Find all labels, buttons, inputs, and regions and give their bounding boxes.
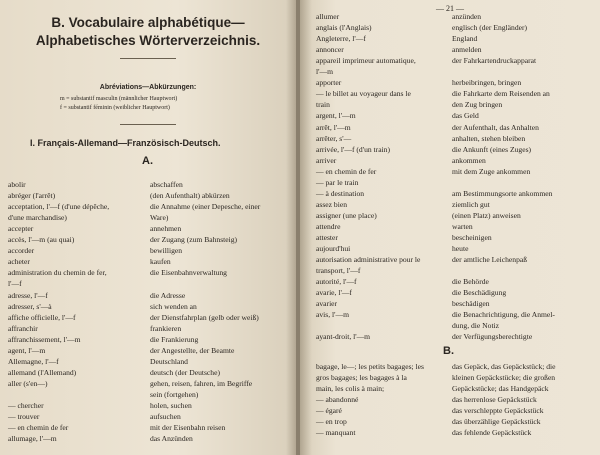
german-term: warten <box>452 221 473 231</box>
german-term: am Bestimmungsorte ankommen <box>452 188 553 198</box>
french-term: aujourd'hui <box>316 244 351 254</box>
french-term: anglais (l'Anglais) <box>316 23 372 33</box>
french-term: arrivée, l'—f (d'un train) <box>316 144 391 154</box>
page-title-line1: B. Vocabulaire alphabétique— <box>51 15 245 30</box>
french-term: acceptation, l'—f (d'une dépêche, <box>8 202 110 212</box>
french-term: arrêter, s'— <box>316 133 352 143</box>
german-term: die Behörde <box>452 277 489 287</box>
french-term: main, les colis à main; <box>316 384 385 394</box>
french-term: — en chemin de fer <box>8 423 69 433</box>
abbreviations-heading: Abréviations—Abkürzungen: <box>99 84 197 91</box>
french-term: avarie, l'—f <box>316 288 352 298</box>
german-term: das überzählige Gepäckstück <box>452 417 541 427</box>
french-term: attendre <box>316 221 341 231</box>
french-term: — manquant <box>316 428 356 438</box>
german-term: der Verfügungsberechtigte <box>452 332 533 342</box>
page-number: — 21 — <box>436 4 464 13</box>
french-term: adresser, s'—à <box>8 301 52 311</box>
french-term: l'—m <box>316 67 333 77</box>
french-term: accepter <box>8 224 34 234</box>
french-term: affiche officielle, l'—f <box>8 312 76 322</box>
german-term: ankommen <box>452 155 486 165</box>
german-term: mit der Eisenbahn reisen <box>150 423 226 433</box>
french-term: attester <box>316 233 338 242</box>
french-term: argent, l'—m <box>316 111 356 121</box>
german-term: dung, die Notiz <box>452 321 500 331</box>
french-term: — abandonné <box>316 395 359 405</box>
german-term: Deutschland <box>150 356 188 366</box>
french-term: train <box>316 100 330 110</box>
german-term: annehmen <box>150 224 182 234</box>
german-term: der Aufenthalt, das Anhalten <box>452 122 539 132</box>
german-term: sein (fortgehen) <box>150 389 199 399</box>
french-term: acheter <box>8 257 30 267</box>
german-term: anmelden <box>452 45 482 55</box>
french-term: transport, l'—f <box>316 266 361 276</box>
letter-heading-b: B. <box>443 345 454 357</box>
french-term: — en trop <box>316 417 347 427</box>
french-term: affranchissement, l'—m <box>8 334 81 344</box>
french-term: bagage, le—; les petits bagages; les <box>316 362 424 371</box>
french-term: assigner (une place) <box>316 210 377 220</box>
german-term: mit dem Zuge ankommen <box>452 166 531 176</box>
german-term: die Benachrichtigung, die Anmel- <box>452 310 555 320</box>
french-term: — par le train <box>316 177 359 187</box>
german-term: die Adresse <box>150 290 186 300</box>
left-page <box>0 0 296 455</box>
french-term: — le billet au voyageur dans le <box>316 89 411 99</box>
french-term: — chercher <box>8 401 44 410</box>
german-term: holen, suchen <box>150 401 192 410</box>
german-term: kaufen <box>150 257 171 267</box>
german-term: das Gepäck, das Gepäckstück; die <box>452 362 556 371</box>
german-term: die Annahme (einer Depesche, einer <box>150 202 261 212</box>
french-term: accorder <box>8 246 35 256</box>
german-term: Gepäckstücke; das Handgepäck <box>452 384 549 394</box>
german-term: sich wenden an <box>150 301 197 311</box>
letter-heading-a: A. <box>142 155 153 167</box>
german-term: aufsuchen <box>150 412 181 422</box>
french-term: allemand (l'Allemand) <box>8 367 77 377</box>
french-term: aller (s'en—) <box>8 378 48 388</box>
gutter-shadow-right <box>300 0 312 455</box>
german-term: der Fahrkartendruckapparat <box>452 56 537 66</box>
french-term: autorisation administrative pour le <box>316 255 421 265</box>
french-term: autorité, l'—f <box>316 277 357 287</box>
german-term: bewilligen <box>150 246 183 256</box>
french-term: — égaré <box>316 406 342 416</box>
german-term: England <box>452 34 478 44</box>
abbreviation-feminine: f = substantif féminin (weiblicher Hauptwort) <box>60 105 170 111</box>
german-term: heute <box>452 244 469 254</box>
german-term: Ware) <box>150 213 169 223</box>
german-term: anzünden <box>452 12 482 21</box>
french-term: Angleterre, l'—f <box>316 34 366 44</box>
german-term: englisch (der Engländer) <box>452 23 528 33</box>
german-term: das herrenlose Gepäckstück <box>452 395 537 405</box>
german-term: bescheinigen <box>452 233 492 242</box>
german-term: die Frankierung <box>150 334 199 344</box>
section-heading: I. Français-Allemand—Französisch-Deutsch. <box>30 138 221 148</box>
french-term: arriver <box>316 155 337 165</box>
abbreviation-masculine: m = substantif masculin (männlicher Hauptwort) <box>60 96 178 102</box>
german-term: das verschleppte Gepäckstück <box>452 406 544 416</box>
german-term: die Eisenbahnverwaltung <box>150 268 227 278</box>
german-term: das Geld <box>452 111 479 121</box>
french-term: adresse, l'—f <box>8 290 48 300</box>
german-term: die Ankunft (eines Zuges) <box>452 144 532 154</box>
french-term: annoncer <box>316 45 344 55</box>
french-term: allumage, l'—m <box>8 434 57 444</box>
german-term: gehen, reisen, fahren, im Begriffe <box>150 378 253 388</box>
german-term: der Dienstfahrplan (gelb oder weiß) <box>150 312 259 322</box>
french-term: allumer <box>316 12 340 21</box>
german-term: den Zug bringen <box>452 100 503 110</box>
french-term: accès, l'—m (au quai) <box>8 235 75 245</box>
german-term: anhalten, stehen bleiben <box>452 133 526 143</box>
french-term: — trouver <box>8 412 40 422</box>
german-term: (den Aufenthalt) abkürzen <box>150 191 230 201</box>
french-term: — en chemin de fer <box>316 166 377 176</box>
german-term: die Fahrkarte dem Reisenden an <box>452 89 550 99</box>
gutter-shadow-left <box>286 0 296 455</box>
french-term: apporter <box>316 78 342 88</box>
french-term: ayant-droit, l'—m <box>316 332 371 342</box>
german-term: der Angestellte, der Beamte <box>150 345 235 355</box>
french-term: assez bien <box>316 199 347 209</box>
french-term: abolir <box>8 180 26 189</box>
french-term: affranchir <box>8 323 38 333</box>
german-term: deutsch (der Deutsche) <box>150 367 221 377</box>
german-term: frankieren <box>150 323 182 333</box>
german-term: abschaffen <box>150 180 183 189</box>
german-term: das Anzünden <box>150 434 193 444</box>
german-term: der Zugang (zum Bahnsteig) <box>150 235 238 245</box>
divider <box>120 124 176 125</box>
french-term: gros bagages; les bagages à la <box>316 373 407 383</box>
german-term: der amtliche Leichenpaß <box>452 255 528 265</box>
french-term: Allemagne, l'—f <box>8 356 59 366</box>
german-term: herbeibringen, bringen <box>452 78 522 88</box>
french-term: avis, l'—m <box>316 310 350 320</box>
page-title-line2: Alphabetisches Wörterverzeichnis. <box>35 33 261 48</box>
german-term: ziemlich gut <box>452 199 490 209</box>
french-term: abréger (l'arrêt) <box>8 191 56 201</box>
french-term: agent, l'—m <box>8 345 46 355</box>
german-term: beschädigen <box>452 299 490 309</box>
divider <box>120 58 176 59</box>
french-term: — à destination <box>316 188 365 198</box>
french-term: appareil imprimeur automatique, <box>316 56 416 66</box>
german-term: (einen Platz) anweisen <box>452 210 521 220</box>
german-term: die Beschädigung <box>452 288 507 298</box>
french-term: arrêt, l'—m <box>316 122 351 132</box>
french-term: administration du chemin de fer, <box>8 268 107 278</box>
french-term: avarier <box>316 299 338 309</box>
french-term: l'—f <box>8 279 22 289</box>
right-page <box>300 0 600 455</box>
german-term: kleinen Gepäckstücke; die großen <box>452 373 556 383</box>
french-term: d'une marchandise) <box>8 213 67 223</box>
german-term: das fehlende Gepäckstück <box>452 428 532 438</box>
